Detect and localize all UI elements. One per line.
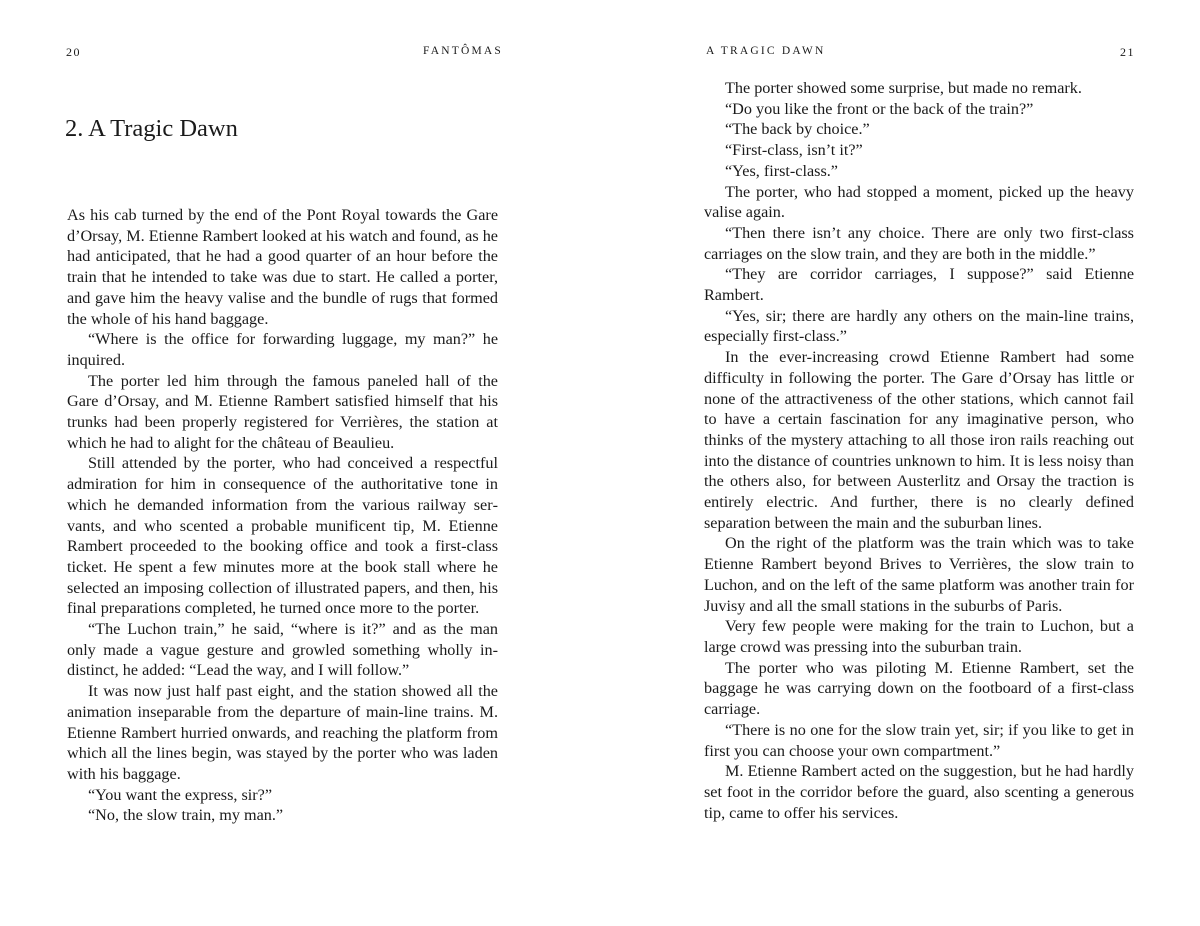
paragraph: In the ever-increasing crowd Etienne Rambert had some difficulty in following the porter. The Gare d’Orsay has little or none of the attractiveness of the other stations, which cannot fail to have a certain fascination for any imaginative person, who thinks of the mystery attaching to all those iron rails reaching out into the distance of countries unknown to him. It is less noisy than the others also, for between Austerlitz and Orsay the traction is entirely electric. And further, there is no clearly defined separation between the main and the suburban lines. xyxy=(704,348,1134,532)
paragraph: “Yes, first-class.” xyxy=(725,161,838,180)
paragraph: “They are corridor carriages, I suppose?” said Etienne Rambert. xyxy=(704,265,1134,305)
paragraph: The porter showed some surprise, but made no remark. xyxy=(725,79,1082,97)
paragraph: “Do you like the front or the back of the train?” xyxy=(725,99,1034,118)
paragraph: “Where is the office for forwarding luggage, my man?” he inquired. xyxy=(67,330,498,369)
paragraph: “There is no one for the slow train yet, sir; if you like to get in first you can choose your own compartment.” xyxy=(704,720,1134,760)
paragraph: On the right of the platform was the train which was to take Etienne Rambert beyond Brives to Verrières, the slow train to Luchon, and on the left of the same platform was another train for Juvisy and all the small stations in the suburbs of Paris. xyxy=(704,534,1134,615)
paragraph: “Then there isn’t any choice. There are only two first-class carriages on the slow train, and they are both in the middle.” xyxy=(704,223,1134,263)
paragraph: As his cab turned by the end of the Pont Royal towards the Gare d’Orsay, M. Etienne Rambert looked at his watch and found, as he had anticipated, that he had a good quarter of an hour before the train that he intended to take was due to start. He called a porter, and gave him the heavy valise and the bundle of rugs that formed the whole of his hand baggage. xyxy=(67,206,498,328)
paragraph: “No, the slow train, my man.” xyxy=(88,806,284,825)
paragraph: M. Etienne Rambert acted on the suggestion, but he had hardly set foot in the corridor before the guard, also scenting a generous tip, came to offer his services. xyxy=(704,762,1134,822)
paragraph: Very few people were making for the train to Luchon, but a large crowd was pressing into the suburban train. xyxy=(704,617,1134,656)
paragraph: “The back by choice.” xyxy=(725,120,870,139)
page-number: 21 xyxy=(1120,45,1135,59)
right-page xyxy=(600,0,1200,926)
running-head-book-title: FANTÔMAS xyxy=(423,45,504,57)
paragraph: The porter, who had stopped a moment, picked up the heavy valise again. xyxy=(704,182,1134,222)
running-head-chapter-title: A TRAGIC DAWN xyxy=(706,45,826,57)
chapter-title: 2. A Tragic Dawn xyxy=(65,115,238,142)
body-text xyxy=(67,205,498,826)
paragraph: It was now just half past eight, and the station showed all the animation inseparable from the departure of main-line trains. M. Etienne Rambert hurried onwards, and reaching the platform from which all the lines begin, was stayed by the porter who was laden with his baggage. xyxy=(67,682,498,783)
paragraph: The porter who was piloting M. Etienne Rambert, set the baggage he was carrying down on the footboard of a first-class carriage. xyxy=(704,658,1134,719)
paragraph: “You want the express, sir?” xyxy=(88,785,273,804)
paragraph: “First-class, isn’t it?” xyxy=(725,141,863,160)
paragraph: “The Luchon train,” he said, “where is it?” and as the man only made a vague gesture and growled something wholly indistinct, he added: “Lead the way, and I will follow.” xyxy=(67,620,498,680)
paragraph: Still attended by the porter, who had conceived a respectful admiration for him in consequence of the authoritative tone in which he demanded information from the various railway servants, and who scented a probable munificent tip, M. Etienne Rambert proceeded to the booking office and took a first-class ticket. He spent a few minutes more at the book stall where he selected an imposing collection of illustrated papers, and then, his final preparations completed, he turned once more to the porter. xyxy=(67,454,498,618)
paragraph: “Yes, sir; there are hardly any others on the main-line trains, especially first-class.” xyxy=(704,306,1134,346)
paragraph: The porter led him through the famous paneled hall of the Gare d’Orsay, and M. Etienne Rambert satisfied himself that his trunks had been properly registered for Verrières, the station at which he had to alight for the château of Beaulieu. xyxy=(67,371,498,452)
page-number: 20 xyxy=(66,45,81,59)
body-text xyxy=(704,78,1134,823)
